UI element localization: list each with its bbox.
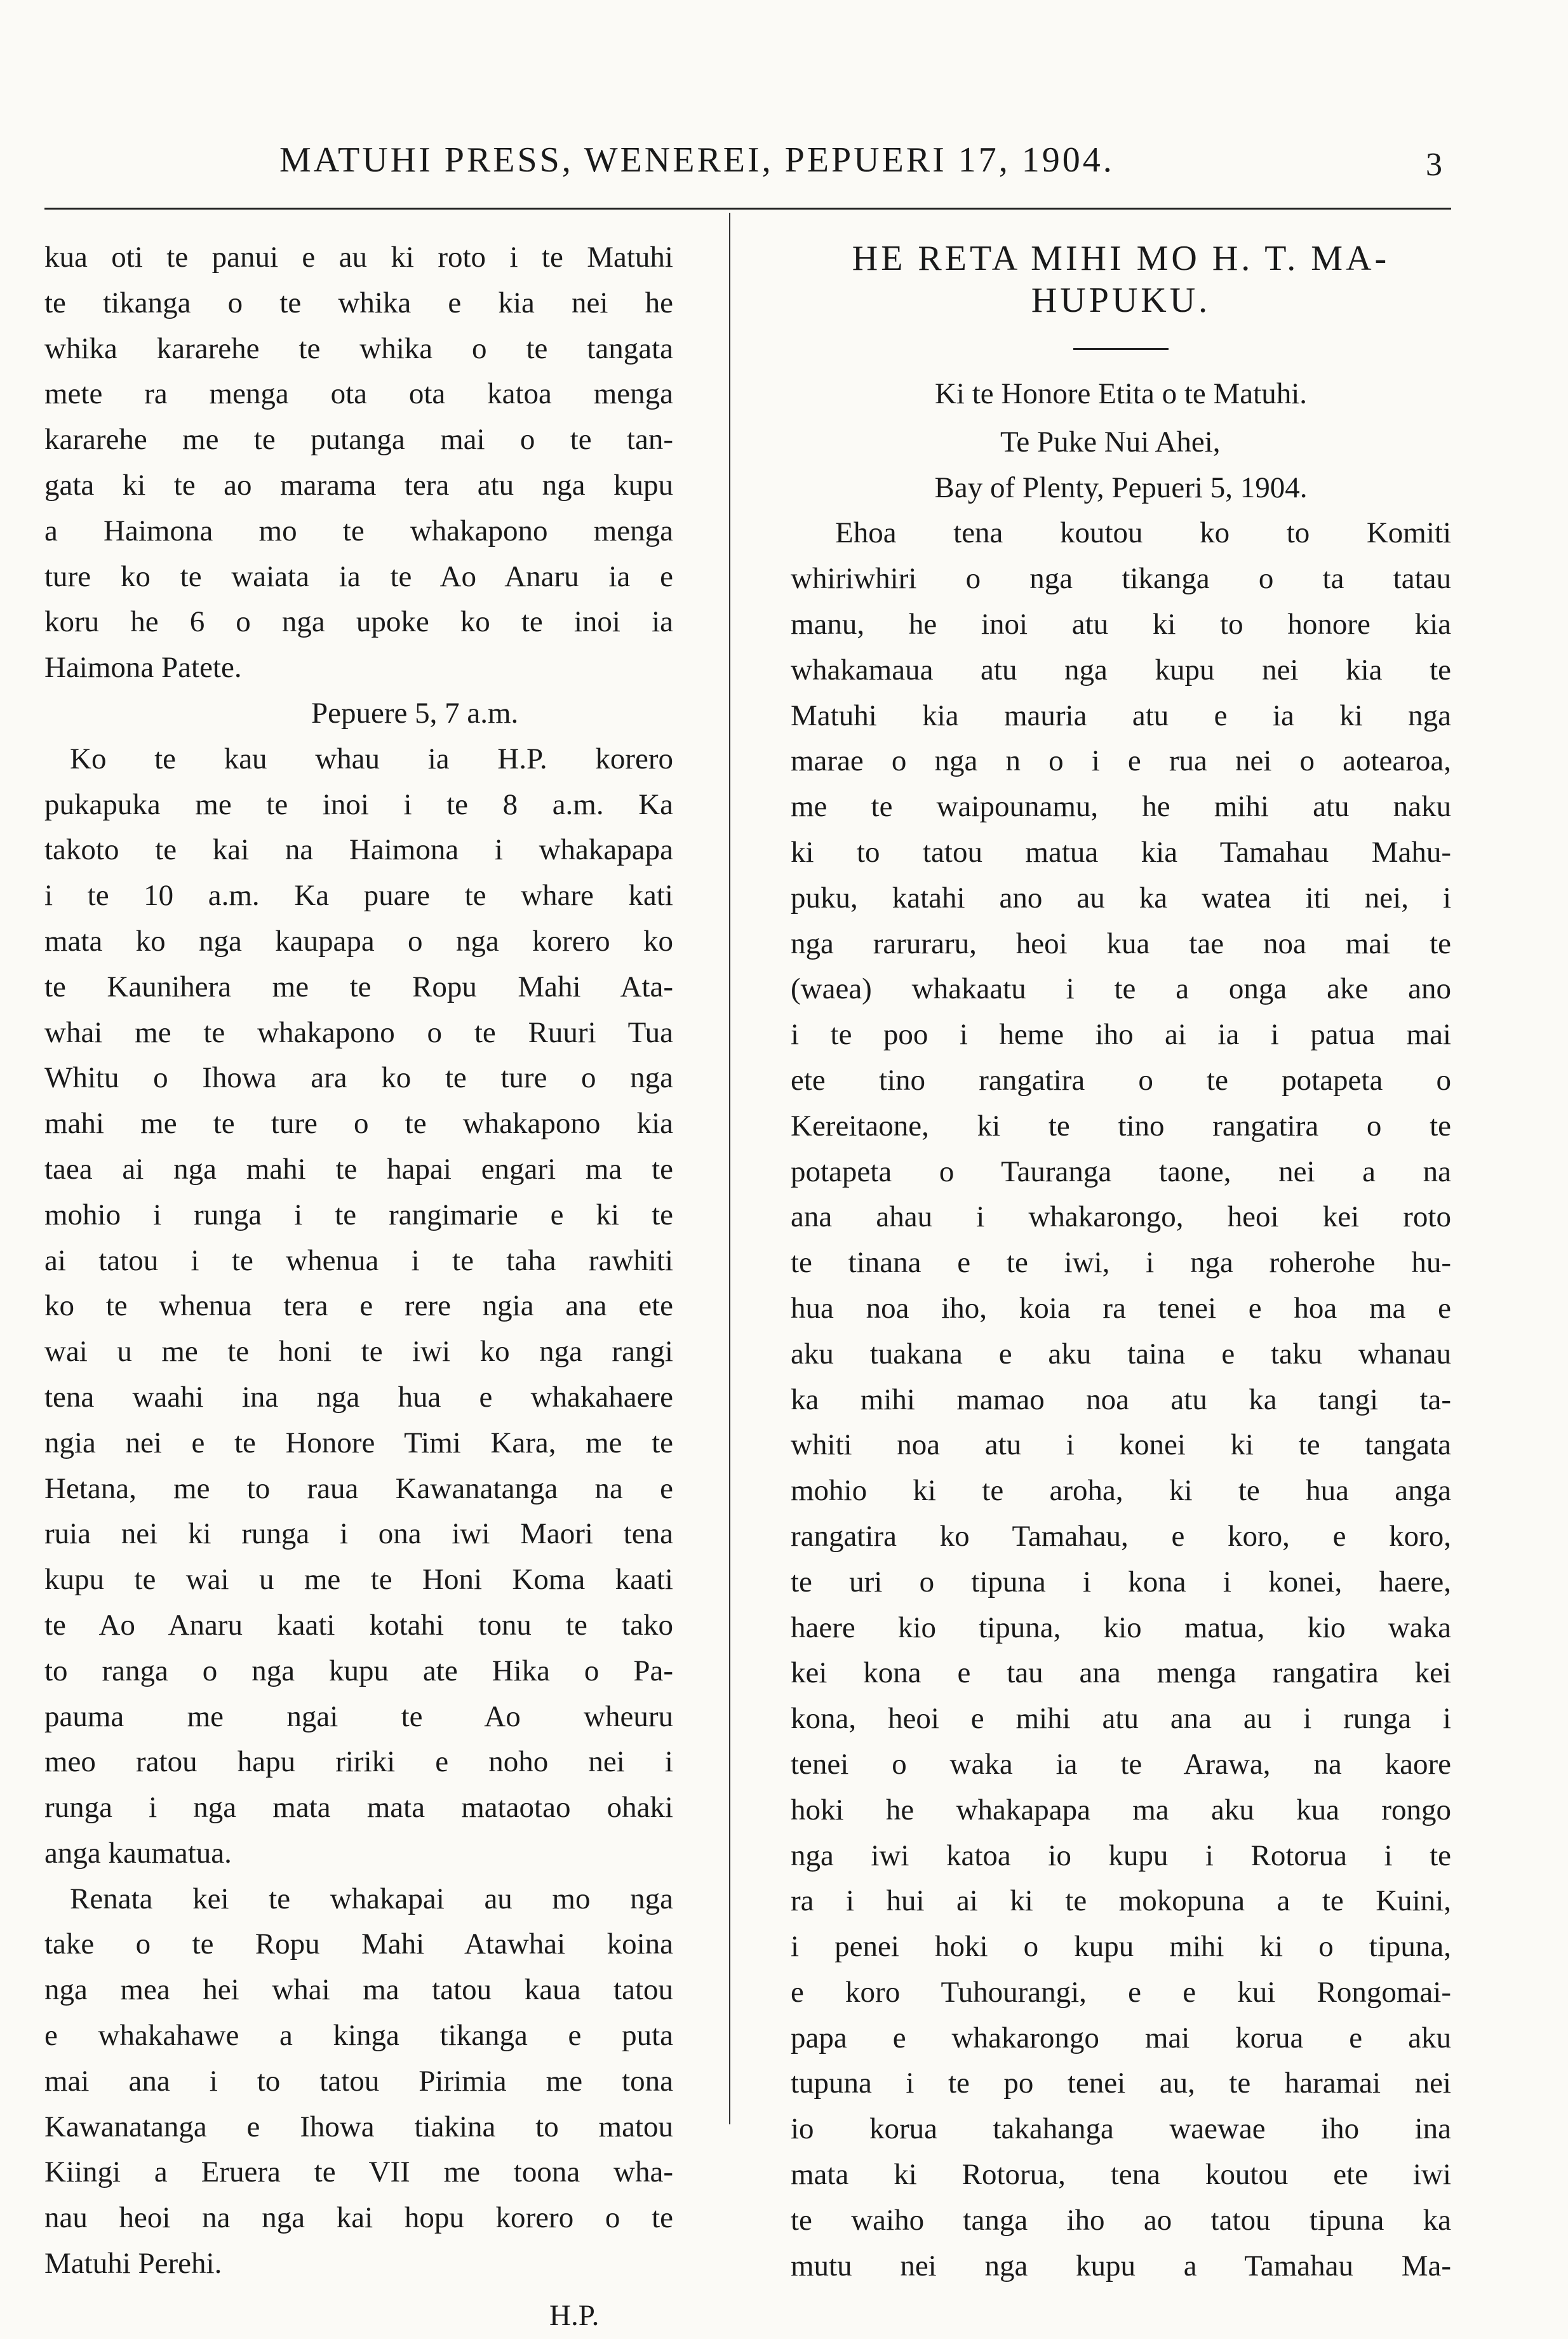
text-line: take o te Ropu Mahi Atawhai koina <box>44 1927 673 1961</box>
text-line: potapeta o Tauranga taone, nei a na <box>791 1155 1451 1188</box>
text-line: mete ra menga ota ota katoa menga <box>44 377 673 411</box>
page-number: 3 <box>1426 147 1442 183</box>
text-line: gata ki te ao marama tera atu nga kupu <box>44 468 673 502</box>
text-line: Matuhi kia mauria atu e ia ki nga <box>791 699 1451 732</box>
text-line: te Ao Anaru kaati kotahi tonu te tako <box>44 1608 673 1642</box>
text-line: Ko te kau whau ia H.P. korero <box>70 742 673 775</box>
text-line: rangatira ko Tamahau, e koro, e koro, <box>791 1519 1451 1553</box>
text-line: ai tatou i te whenua i te taha rawhiti <box>44 1243 673 1277</box>
text-line: io korua takahanga waewae iho ina <box>791 2112 1451 2146</box>
text-line: ko te whenua tera e rere ngia ana ete <box>44 1289 673 1323</box>
left-paragraph-2-body <box>44 782 673 1877</box>
text-line: to ranga o nga kupu ate Hika o Pa- <box>44 1654 673 1687</box>
text-line: mutu nei nga kupu a Tamahau Ma- <box>791 2249 1451 2282</box>
text-line: nga iwi katoa io kupu i Rotorua i te <box>791 1839 1451 1872</box>
text-line: e whakahawe a kinga tikanga e puta <box>44 2019 673 2053</box>
text-line: tupuna i te po tenei au, te haramai nei <box>791 2067 1451 2100</box>
text-line: runga i nga mata mata mataotao ohaki <box>44 1791 673 1825</box>
text-line: a Haimona mo te whakapono menga <box>44 514 673 547</box>
text-line: ra i hui ai ki te mokopuna a te Kuini, <box>791 1884 1451 1918</box>
text-line: manu, he inoi atu ki to honore kia <box>791 607 1451 641</box>
article-title-line: HE RETA MIHI MO H. T. MA- <box>852 239 1390 278</box>
text-line: nga mea hei whai ma tatou kaua tatou <box>44 1973 673 2007</box>
text-line: puku, katahi ano au ka watea iti nei, i <box>791 881 1451 915</box>
text-line: meo ratou hapu ririki e noho nei i <box>44 1745 673 1779</box>
newspaper-masthead: MATUHI PRESS, WENEREI, PEPUERI 17, 1904. <box>279 140 1115 180</box>
left-paragraph-2 <box>44 737 673 782</box>
right-column <box>791 235 1451 2289</box>
column-divider <box>729 213 730 2124</box>
text-line: hua noa iho, koia ra tenei e hoa ma e <box>791 1291 1451 1325</box>
address-line: Te Puke Nui Ahei, <box>1000 425 1221 459</box>
text-line: hoki he whakapapa ma aku kua rongo <box>791 1793 1451 1826</box>
page-header <box>0 121 1568 184</box>
text-line: whakamaua atu nga kupu nei kia te <box>791 653 1451 687</box>
text-line: ka mihi mamao noa atu ka tangi ta- <box>791 1383 1451 1416</box>
text-line: koru he 6 o nga upoke ko te inoi ia <box>44 605 673 639</box>
text-line: anga kaumatua. <box>44 1836 232 1870</box>
left-paragraph-3 <box>44 1877 673 1922</box>
text-line: te tikanga o te whika e kia nei he <box>44 286 673 319</box>
salutation: Ki te Honore Etita o te Matuhi. <box>934 377 1308 410</box>
signoff: H.P. <box>549 2298 600 2332</box>
text-line: Renata kei te whakapai au mo nga <box>70 1882 673 1915</box>
text-line: pauma me ngai te Ao wheuru <box>44 1699 673 1733</box>
text-line: te waiho tanga iho ao tatou tipuna ka <box>791 2203 1451 2237</box>
text-line: i te poo i heme iho ai ia i patua mai <box>791 1018 1451 1052</box>
text-line: whiriwhiri o nga tikanga o ta tatau <box>791 562 1451 596</box>
text-line: ana ahau i whakarongo, heoi kei roto <box>791 1200 1451 1234</box>
text-line: kupu te wai u me te Honi Koma kaati <box>44 1563 673 1597</box>
text-line: taea ai nga mahi te hapai engari ma te <box>44 1152 673 1186</box>
text-line: aku tuakana e aku taina e taku whanau <box>791 1337 1451 1371</box>
text-line: te Kaunihera me te Ropu Mahi Ata- <box>44 970 673 1003</box>
text-line: marae o nga n o i e rua nei o aotearoa, <box>791 744 1451 778</box>
text-line: wai u me te honi te iwi ko nga rangi <box>44 1335 673 1369</box>
text-line: Hetana, me to raua Kawanatanga na e <box>44 1471 673 1505</box>
text-line: mata ko nga kaupapa o nga korero ko <box>44 924 673 958</box>
text-line: te uri o tipuna i kona i konei, haere, <box>791 1565 1451 1598</box>
article-title <box>791 238 1451 321</box>
text-line: Whitu o Ihowa ara ko te ture o nga <box>44 1061 673 1095</box>
text-line: haere kio tipuna, kio matua, kio waka <box>791 1611 1451 1644</box>
text-line: mohio i runga i te rangimarie e ki te <box>44 1198 673 1231</box>
text-line: Haimona Patete. <box>44 651 242 685</box>
text-line: nga raruraru, heoi kua tae noa mai te <box>791 927 1451 960</box>
dateline: Pepuere 5, 7 a.m. <box>311 696 519 730</box>
text-line: kei kona e tau ana menga rangatira kei <box>791 1656 1451 1690</box>
text-line: i te 10 a.m. Ka puare te whare kati <box>44 879 673 913</box>
text-line: Ehoa tena koutou ko to Komiti <box>835 516 1451 550</box>
text-line: tena waahi ina nga hua e whakahaere <box>44 1380 673 1414</box>
text-line: ki to tatou matua kia Tamahau Mahu- <box>791 835 1451 869</box>
text-line: me te waipounamu, he mihi atu naku <box>791 790 1451 824</box>
text-line: ete tino rangatira o te potapeta o <box>791 1063 1451 1097</box>
text-line: Matuhi Perehi. <box>44 2247 222 2281</box>
text-line: ngia nei e te Honore Timi Kara, me te <box>44 1426 673 1459</box>
text-line: nau heoi na nga kai hopu korero o te <box>44 2201 673 2235</box>
text-line: whai me te whakapono o te Ruuri Tua <box>44 1015 673 1049</box>
text-line: (waea) whakaatu i te a onga ake ano <box>791 972 1451 1006</box>
text-line: whika kararehe te whika o te tangata <box>44 332 673 365</box>
left-paragraph-3-body <box>44 1922 673 2286</box>
text-line: mahi me te ture o te whakapono kia <box>44 1107 673 1141</box>
text-line: Kereitaone, ki te tino rangatira o te <box>791 1109 1451 1143</box>
letter-body <box>791 556 1451 2289</box>
header-rule <box>44 208 1451 210</box>
left-paragraph-1 <box>44 235 673 691</box>
left-column <box>44 235 673 2339</box>
article-title-line: HUPUKU. <box>1031 281 1211 320</box>
text-line: pukapuka me te inoi i te 8 a.m. Ka <box>44 787 673 821</box>
text-line: Kiingi a Eruera te VII me toona wha- <box>44 2155 673 2189</box>
text-line: mohio ki te aroha, ki te hua anga <box>791 1474 1451 1508</box>
text-line: ruia nei ki runga i ona iwi Maori tena <box>44 1517 673 1551</box>
text-line: te tinana e te iwi, i nga roherohe hu- <box>791 1246 1451 1280</box>
text-line: ture ko te waiata ia te Ao Anaru ia e <box>44 560 673 593</box>
text-line: kararehe me te putanga mai o te tan- <box>44 423 673 457</box>
text-line: tenei o waka ia te Arawa, na kaore <box>791 1747 1451 1781</box>
text-line: kona, heoi e mihi atu ana au i runga i <box>791 1702 1451 1736</box>
text-line: mata ki Rotorua, tena koutou ete iwi <box>791 2158 1451 2192</box>
text-line: takoto te kai na Haimona i whakapapa <box>44 833 673 867</box>
text-line: Kawanatanga e Ihowa tiakina to matou <box>44 2110 673 2143</box>
text-line: papa e whakarongo mai korua e aku <box>791 2021 1451 2054</box>
text-line: kua oti te panui e au ki roto i te Matuhi <box>44 241 673 274</box>
letter-body-first <box>791 511 1451 556</box>
title-rule <box>1073 348 1169 350</box>
text-line: e koro Tuhourangi, e e kui Rongomai- <box>791 1975 1451 2009</box>
text-line: i penei hoki o kupu mihi ki o tipuna, <box>791 1930 1451 1964</box>
text-line: mai ana i to tatou Pirimia me tona <box>44 2064 673 2098</box>
text-line: whiti noa atu i konei ki te tangata <box>791 1428 1451 1462</box>
address-line: Bay of Plenty, Pepueri 5, 1904. <box>934 471 1308 504</box>
